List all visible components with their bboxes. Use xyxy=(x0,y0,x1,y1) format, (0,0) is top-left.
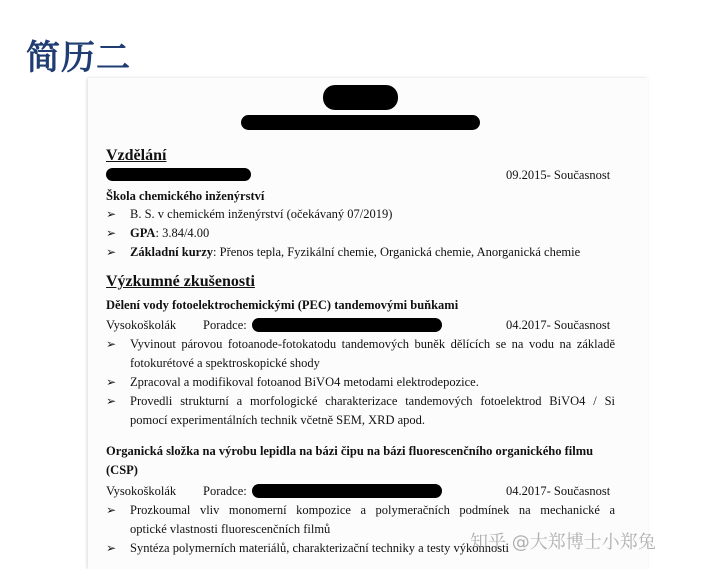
redacted-advisor xyxy=(252,318,442,332)
redacted-contact xyxy=(241,115,480,130)
education-bullet: GPA: 3.84/4.00 xyxy=(130,226,210,240)
project-bullet: Provedli strukturní a morfologické charakterizace tandemových fotoelektrod BiVO4 / Si xyxy=(130,394,615,408)
arrow-bullet-icon: ➢ xyxy=(106,226,117,240)
project-bullet-cont: pomocí experimentálních technik včetně SEM, XRD apod. xyxy=(130,413,426,427)
project-bullet-cont: fotokurétové a spektroskopické shody xyxy=(130,356,320,370)
arrow-bullet-icon: ➢ xyxy=(106,503,117,517)
project-role: Vysokoškolák xyxy=(106,484,177,498)
project-bullet: Prozkoumal vliv monomerní kompozice a polymeračních podmínek na mechanické a xyxy=(130,503,615,517)
education-bullet: B. S. v chemickém inženýrství (očekávaný 07/2019) xyxy=(130,207,393,221)
arrow-bullet-icon: ➢ xyxy=(106,337,117,351)
education-bullet: Základní kurzy: Přenos tepla, Fyzikální chemie, Organická chemie, Anorganická chemie xyxy=(130,245,581,259)
redacted-university xyxy=(106,168,251,181)
advisor-label: Poradce: xyxy=(203,318,247,332)
arrow-bullet-icon: ➢ xyxy=(106,394,117,408)
project-bullet: Zpracoval a modifikoval fotoanod BiVO4 metodami elektrodepozice. xyxy=(130,375,479,389)
project-bullet-cont: optické vlastnosti fluorescenčních filmů xyxy=(130,522,331,536)
arrow-bullet-icon: ➢ xyxy=(106,375,117,389)
redacted-advisor xyxy=(252,484,442,498)
project-bullet: Vyvinout párovou fotoanode-fotokatodu tandemových buněk dělících se na vodu na základě xyxy=(130,337,615,351)
research-heading: Výzkumné zkušenosti xyxy=(106,273,255,290)
arrow-bullet-icon: ➢ xyxy=(106,541,117,555)
project-bullet: Syntéza polymerních materiálů, charakterizační techniky a testy výkonnosti xyxy=(130,541,510,555)
education-heading: Vzdělání xyxy=(106,147,167,164)
education-school: Škola chemického inženýrství xyxy=(106,189,265,203)
watermark: 知乎 @大郑博士小郑兔 xyxy=(470,532,656,553)
project-title: Dělení vody fotoelektrochemickými (PEC) tandemovými buňkami xyxy=(106,298,459,312)
education-date: 09.2015- Současnost xyxy=(506,168,611,182)
project-title: Organická složka na výrobu lepidla na bázi čipu na bázi fluorescenčního organického filmu xyxy=(106,444,594,458)
project-date: 04.2017- Současnost xyxy=(506,318,611,332)
advisor-label: Poradce: xyxy=(203,484,247,498)
arrow-bullet-icon: ➢ xyxy=(106,245,117,259)
project-title-cont: (CSP) xyxy=(106,463,138,477)
redacted-name xyxy=(323,85,398,110)
arrow-bullet-icon: ➢ xyxy=(106,207,117,221)
project-role: Vysokoškolák xyxy=(106,318,177,332)
slide-title: 简历二 xyxy=(26,38,131,78)
project-date: 04.2017- Současnost xyxy=(506,484,611,498)
